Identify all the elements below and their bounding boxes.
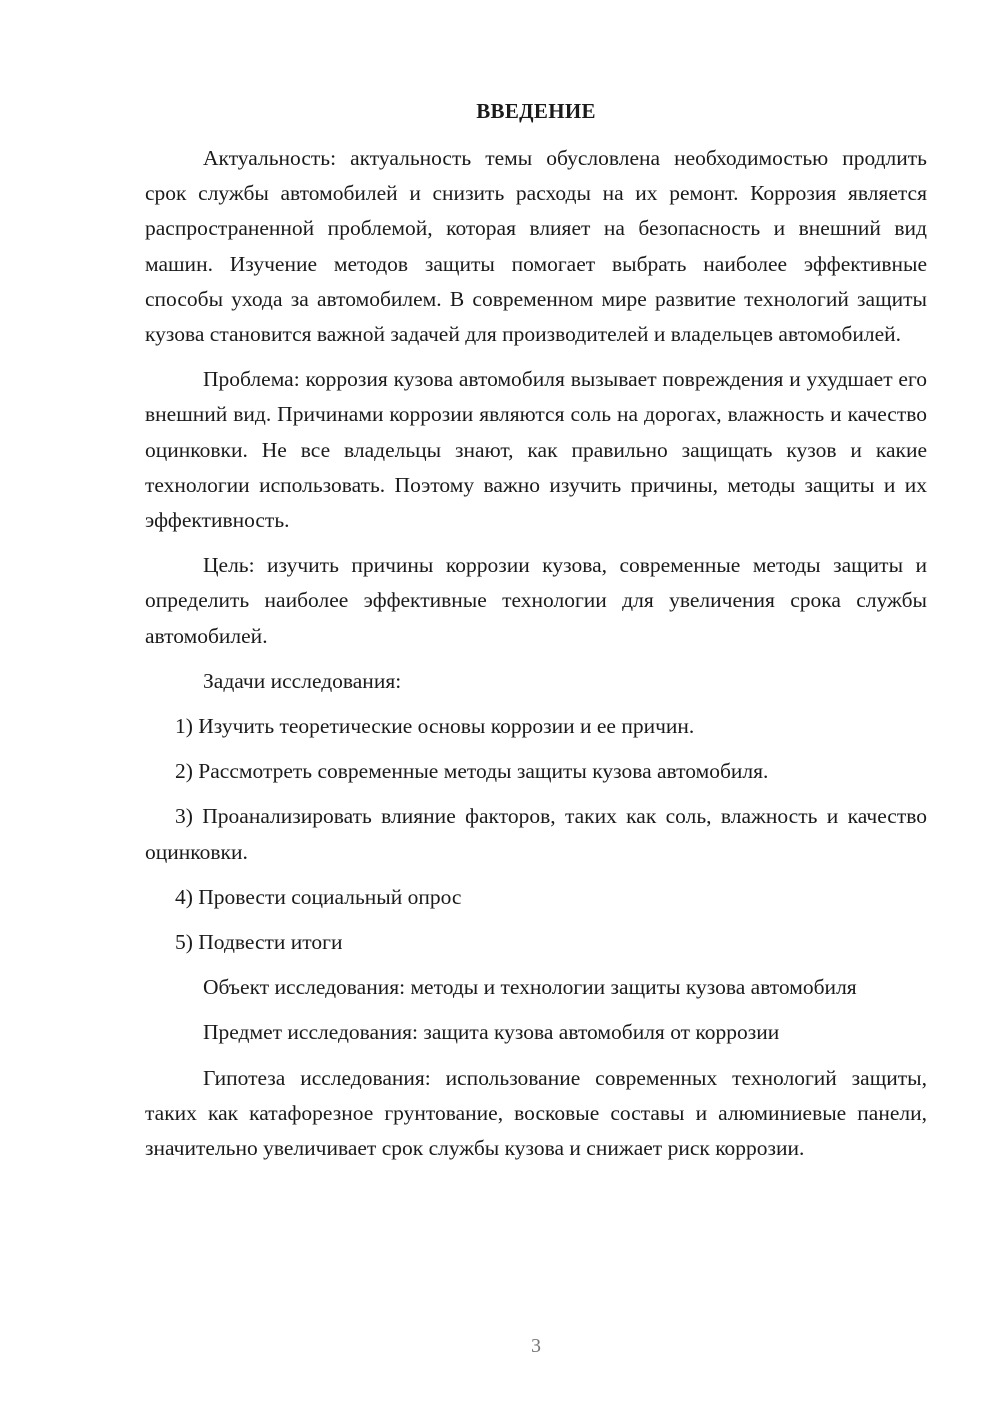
paragraph-relevance: Актуальность: актуальность темы обусловлена необходимостью продлить срок службы автомобилей и снизить расходы на их ремонт. Коррозия является распространенной проблемой, которая влияет на безопасность и внешний вид машин. Изучение методов защиты помогает выбрать наиболее эффективные способы ухода за автомобилем. В современном мире развитие технологий защиты кузова становится важной задачей для производителей и владельцев автомобилей. — [145, 146, 927, 347]
paragraph-subject: Предмет исследования: защита кузова автомобиля от коррозии — [203, 1020, 780, 1045]
list-item: 1) Изучить теоретические основы коррозии и ее причин. — [175, 714, 695, 739]
list-item: 2) Рассмотреть современные методы защиты кузова автомобиля. — [175, 759, 769, 784]
paragraph-problem: Проблема: коррозия кузова автомобиля вызывает повреждения и ухудшает его внешний вид. Причинами коррозии являются соль на дорогах, влажность и качество оцинковки. Не все владельцы знают, как правильно защищать кузов и какие технологии использовать. Поэтому важно изучить причины, методы защиты и их эффективность. — [145, 367, 927, 533]
page-title: ВВЕДЕНИЕ — [476, 99, 596, 123]
paragraph-hypothesis: Гипотеза исследования: использование современных технологий защиты, таких как катафорезное грунтование, восковые составы и алюминиевые панели, значительно увеличивает срок службы кузова и снижает риск коррозии. — [145, 1065, 927, 1161]
paragraph-object: Объект исследования: методы и технологии защиты кузова автомобиля — [203, 975, 857, 1000]
tasks-list — [145, 709, 927, 960]
page-number: 3 — [531, 1335, 541, 1357]
tasks-heading: Задачи исследования: — [203, 668, 402, 693]
document-body — [145, 141, 927, 1176]
list-item: 4) Провести социальный опрос — [175, 884, 462, 909]
list-item: 5) Подвести итоги — [175, 930, 343, 955]
paragraph-goal: Цель: изучить причины коррозии кузова, современные методы защиты и определить наиболее эффективные технологии для увеличения срока службы автомобилей. — [145, 553, 927, 648]
list-item: 3) Проанализировать влияние факторов, таких как соль, влажность и качество оцинковки. — [145, 804, 927, 864]
